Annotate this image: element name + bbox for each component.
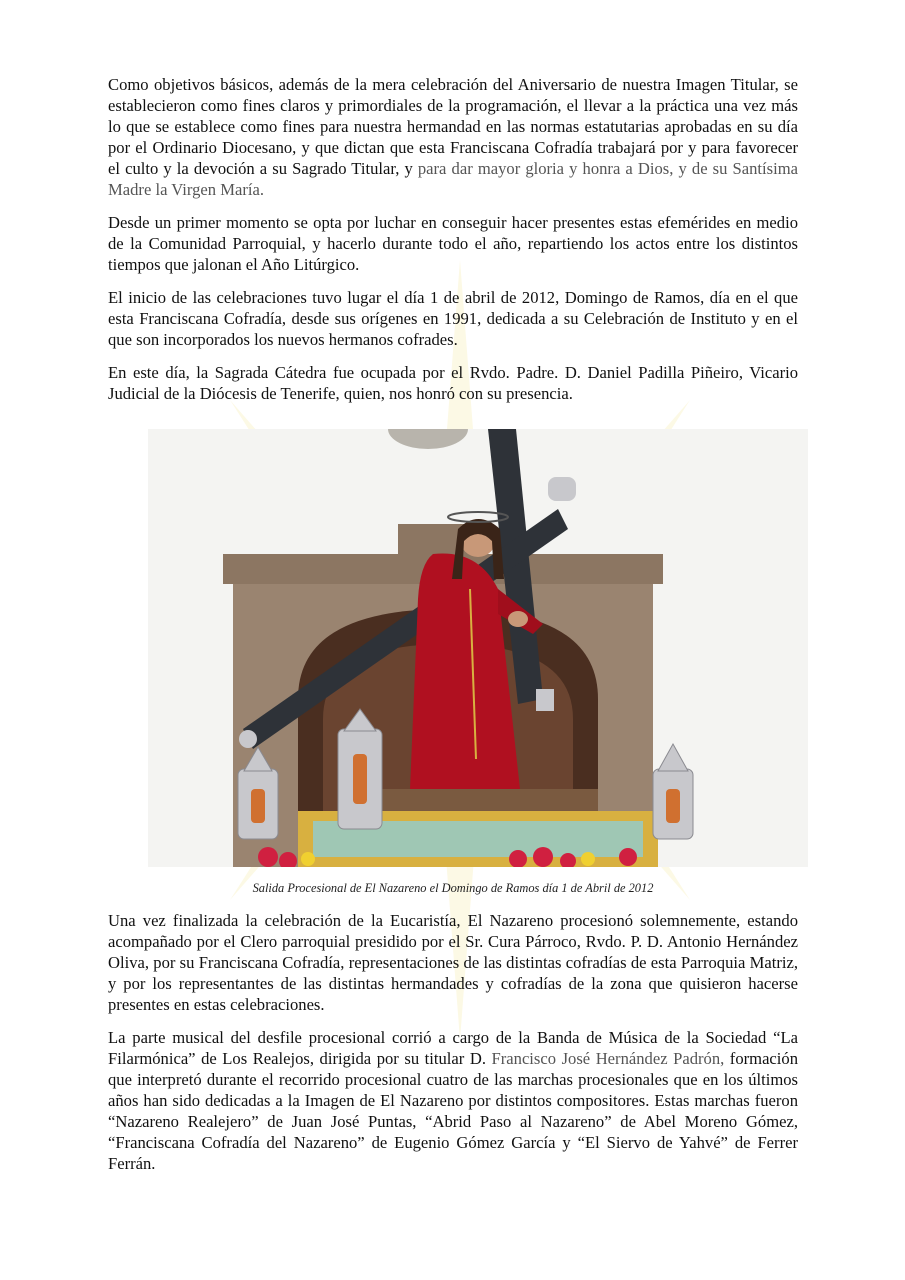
paragraph-text: La parte musical del desfile procesional corrió a cargo de la Banda de Música de la Sociedad “La Filarmónica” de Los Realejos, dirigida por su titular D. [108, 1028, 798, 1068]
procession-photo [148, 429, 808, 867]
paragraph-text-soft: para dar mayor gloria y honra a Dios, y de su Santísima Madre la Virgen María. [108, 159, 798, 199]
paragraph-cathedra: En este día, la Sagrada Cátedra fue ocupada por el Rvdo. Padre. D. Daniel Padilla Piñeiro, Vicario Judicial de la Diócesis de Tenerife, quien, nos honró con su presencia. [108, 363, 798, 403]
paragraph-text: Como objetivos básicos, además de la mera celebración del Aniversario de nuestra Imagen Titular, se establecieron como fines claros y primordiales de la programación, el llevar a la práctica una vez más lo que se establece como fines para nuestra hermandad en las normas estatutarias aprobadas en su día por el Ordinario Diocesano, y que dictan que esta Franciscana Cofradía trabajará por y para favorecer el culto y la devoción a su Sagrado Titular, y [108, 75, 798, 178]
photo-caption: Salida Procesional de El Nazareno el Domingo de Ramos día 1 de Abril de 2012 [252, 881, 654, 895]
nazareno-illustration [148, 429, 808, 867]
paragraph-parish: Desde un primer momento se opta por luchar en conseguir hacer presentes estas efemérides en medio de la Comunidad Parroquial, y hacerlo durante todo el año, repartiendo los actos entre los distintos tiempos que jalonan el Año Litúrgico. [108, 213, 798, 274]
paragraph-text-soft: Francisco José Hernández Padrón, [485, 1049, 725, 1068]
document-page [108, 74, 798, 1174]
paragraph-procession: Una vez finalizada la celebración de la Eucaristía, El Nazareno procesionó solemnemente, estando acompañado por el Clero parroquial presidido por el Sr. Cura Párroco, Rvdo. P. D. Antonio Hernández Oliva, por su Franciscana Cofradía, representaciones de las distintas cofradías de esta Parroquia Matriz, y por los representantes de las distintas hermandades y cofradías de la zona que quisieron hacerse presentes en estas celebraciones. [108, 911, 798, 1014]
paragraph-music [108, 1027, 798, 1174]
paragraph-start: El inicio de las celebraciones tuvo lugar el día 1 de abril de 2012, Domingo de Ramos, día en el que esta Franciscana Cofradía, desde sus orígenes en 1991, dedicada a su Celebración de Instituto y en el que son incorporados los nuevos hermanos cofrades. [108, 288, 798, 349]
paragraph-objectives [108, 74, 798, 200]
paragraph-text-after: formación que interpretó durante el recorrido procesional cuatro de las marchas procesionales que en los últimos años han sido dedicadas a la Imagen de El Nazareno por distintos compositores. Estas marchas fueron “Nazareno Realejero” de Juan José Puntas, “Abrid Paso al Nazareno” de Abel Moreno Gómez, “Franciscana Cofradía del Nazareno” de Eugenio Gómez García y “El Siervo de Yahvé” de Ferrer Ferrán. [108, 1049, 798, 1173]
procession-photo-figure [108, 429, 798, 896]
